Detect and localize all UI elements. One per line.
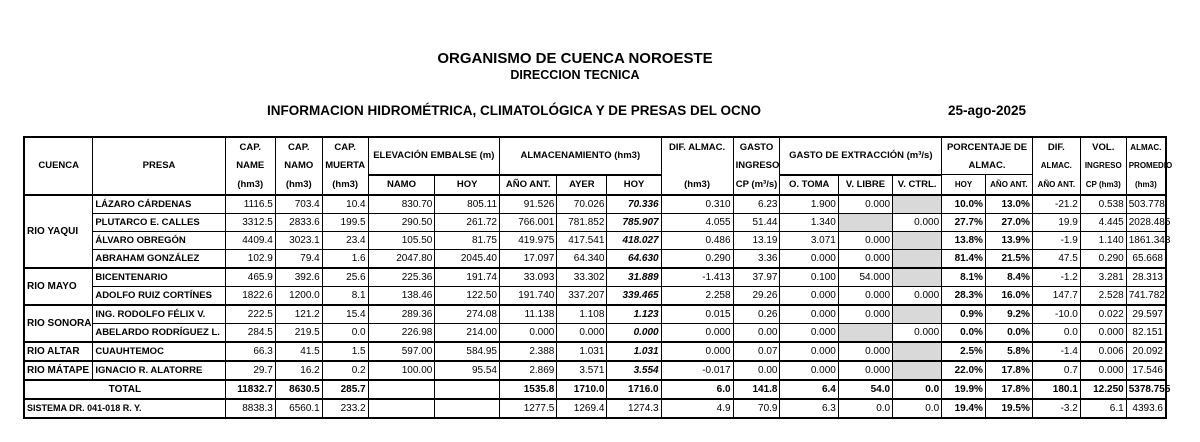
dif-almac-ant-label-2: ALMAC.: [1032, 156, 1080, 175]
cell-cap-muerta: 0.2: [322, 361, 368, 380]
cell-pct-ant: 13.9%: [985, 231, 1032, 249]
cell-pct-hoy: 22.0%: [942, 361, 986, 380]
dif-almac-unit: (hm3): [661, 175, 733, 195]
cell-elev-hoy: 191.74: [435, 268, 500, 287]
report-date: 25-ago-2025: [948, 103, 1027, 118]
cell-ctrl: [893, 249, 942, 268]
cell-cap-muerta: 0.0: [322, 323, 368, 342]
cell-vol: 2.528: [1080, 286, 1126, 305]
gasto-ingreso-unit: CP (m³/s): [733, 175, 780, 195]
cell-alm-hoy: 1.031: [607, 342, 661, 361]
cell-cap-namo: 703.4: [275, 195, 322, 214]
cell-elev-hoy: 81.75: [435, 231, 500, 249]
cell-elev-hoy: [435, 380, 500, 399]
cell-ctrl: [893, 268, 942, 287]
porcentaje-group-header: PORCENTAJE DE: [942, 137, 1033, 156]
cell-alm-ant: 766.001: [500, 213, 557, 231]
cell-dif-ant: 147.7: [1032, 286, 1080, 305]
cell-cap-muerta: 10.4: [322, 195, 368, 214]
cell-dif: 4.9: [661, 399, 733, 418]
cuenca-label: CUENCA: [24, 156, 93, 175]
cell-alm-ayer: 337.207: [557, 286, 607, 305]
cell-gasto: 37.97: [733, 268, 780, 287]
cell-pct-hoy: 10.0%: [942, 195, 986, 214]
cell-pct-ant: 19.5%: [985, 399, 1032, 418]
presa-blank: [93, 175, 225, 195]
cell-cap-name: 102.9: [225, 249, 275, 268]
pct-hoy-header: HOY: [942, 175, 986, 195]
cell-dif: 4.055: [661, 213, 733, 231]
alm-hoy-header: HOY: [607, 175, 661, 195]
cell-elev-hoy: 122.50: [435, 286, 500, 305]
cell-dif: 0.000: [661, 342, 733, 361]
cell-ctrl: 0.000: [893, 323, 942, 342]
cell-libre: 0.000: [838, 231, 892, 249]
presa-name-cell: ÁLVARO OBREGÓN: [93, 231, 225, 249]
dam-report-table: [23, 136, 1173, 419]
cell-cap-name: 8838.3: [225, 399, 275, 418]
dept-subtitle: DIRECCION TECNICA: [510, 68, 640, 82]
cell-vol: 0.000: [1080, 361, 1126, 380]
cuenca-cell: RIO ALTAR: [24, 342, 93, 361]
cell-pct-ant: 21.5%: [985, 249, 1032, 268]
cell-toma: 0.000: [780, 249, 838, 268]
cell-toma: 0.000: [780, 361, 838, 380]
cell-dif-ant: 0.7: [1032, 361, 1080, 380]
cell-libre: 54.000: [838, 268, 892, 287]
table-row: [24, 213, 1166, 231]
cell-cap-namo: 1200.0: [275, 286, 322, 305]
cell-cap-muerta: 25.6: [322, 268, 368, 287]
cuenca-cell: RIO MAYO: [24, 268, 93, 305]
cell-dif-ant: 180.1: [1032, 380, 1080, 399]
cell-prom: 20.092: [1126, 342, 1166, 361]
cell-cap-namo: 79.4: [275, 249, 322, 268]
table-row: [24, 195, 1166, 214]
cell-cap-muerta: 8.1: [322, 286, 368, 305]
cell-alm-hoy: 418.027: [607, 231, 661, 249]
cell-vol: 6.1: [1080, 399, 1126, 418]
cap-namo-label: NAMO: [275, 156, 322, 175]
cell-ctrl: 0.0: [893, 380, 942, 399]
cell-libre: [838, 323, 892, 342]
cell-dif: 2.258: [661, 286, 733, 305]
cell-cap-name: 284.5: [225, 323, 275, 342]
cell-alm-ant: 2.869: [500, 361, 557, 380]
almac-promedio-label-2: PROMEDIO: [1126, 156, 1166, 175]
cell-pct-hoy: 28.3%: [942, 286, 986, 305]
total-row-label: TOTAL: [24, 380, 225, 399]
table-row: [24, 249, 1166, 268]
cell-vol: 0.022: [1080, 305, 1126, 324]
cell-prom: 1861.343: [1126, 231, 1166, 249]
almacenamiento-group-header: ALMACENAMIENTO (hm3): [500, 137, 662, 175]
cell-alm-ayer: 781.852: [557, 213, 607, 231]
cell-elev-hoy: 274.08: [435, 305, 500, 324]
table-row: [24, 342, 1166, 361]
cell-ctrl: [893, 342, 942, 361]
cuenca-cell: RIO MÁTAPE: [24, 361, 93, 380]
cell-elev-namo: 2047.80: [368, 249, 435, 268]
cell-alm-hoy: 1716.0: [607, 380, 661, 399]
alm-ano-ant-header: AÑO ANT.: [500, 175, 557, 195]
cell-cap-name: 11832.7: [225, 380, 275, 399]
cell-prom: 29.597: [1126, 305, 1166, 324]
ext-toma-header: O. TOMA: [780, 175, 838, 195]
cell-alm-hoy: 1.123: [607, 305, 661, 324]
cell-libre: [838, 213, 892, 231]
cell-dif: 0.290: [661, 249, 733, 268]
cell-alm-hoy: 0.000: [607, 323, 661, 342]
cell-dif: -1.413: [661, 268, 733, 287]
cell-cap-name: 3312.5: [225, 213, 275, 231]
gasto-ingreso-header: GASTO: [733, 137, 780, 156]
cell-gasto: 0.26: [733, 305, 780, 324]
cap-name-unit: (hm3): [225, 175, 275, 195]
cell-gasto: 0.07: [733, 342, 780, 361]
table-row: [24, 323, 1166, 342]
cell-elev-hoy: 95.54: [435, 361, 500, 380]
almac-promedio-unit: (hm3): [1126, 175, 1166, 195]
table-row: [24, 286, 1166, 305]
cell-libre: 0.000: [838, 286, 892, 305]
cell-cap-name: 465.9: [225, 268, 275, 287]
cell-cap-muerta: 199.5: [322, 213, 368, 231]
cell-dif-ant: 19.9: [1032, 213, 1080, 231]
table-header: [24, 137, 1173, 195]
cell-elev-namo: 138.46: [368, 286, 435, 305]
cell-gasto: 51.44: [733, 213, 780, 231]
cell-pct-ant: 27.0%: [985, 213, 1032, 231]
cell-cap-muerta: 23.4: [322, 231, 368, 249]
cell-pct-ant: 8.4%: [985, 268, 1032, 287]
cell-dif: 0.015: [661, 305, 733, 324]
cell-toma: 0.000: [780, 305, 838, 324]
cell-vol: 0.290: [1080, 249, 1126, 268]
cell-gasto: 0.00: [733, 361, 780, 380]
cell-cap-namo: 6560.1: [275, 399, 322, 418]
cell-prom: 28.313: [1126, 268, 1166, 287]
cell-libre: 0.000: [838, 305, 892, 324]
cell-dif: 6.0: [661, 380, 733, 399]
cell-toma: 1.340: [780, 213, 838, 231]
cell-pct-hoy: 81.4%: [942, 249, 986, 268]
cell-gasto: 70.9: [733, 399, 780, 418]
presa-name-cell: CUAUHTEMOC: [93, 342, 225, 361]
table-row: [24, 268, 1166, 287]
presa-name-cell: ABRAHAM GONZÁLEZ: [93, 249, 225, 268]
presa-name-cell: ABELARDO RODRÍGUEZ L.: [93, 323, 225, 342]
cell-vol: 0.006: [1080, 342, 1126, 361]
cell-prom: 741.782: [1126, 286, 1166, 305]
cell-gasto: 6.23: [733, 195, 780, 214]
cell-vol: 12.250: [1080, 380, 1126, 399]
cell-libre: 0.0: [838, 399, 892, 418]
cell-cap-name: 29.7: [225, 361, 275, 380]
presa-name-cell: IGNACIO R. ALATORRE: [93, 361, 225, 380]
cell-cap-muerta: 233.2: [322, 399, 368, 418]
cell-gasto: 141.8: [733, 380, 780, 399]
cell-vol: 1.140: [1080, 231, 1126, 249]
cell-cap-namo: 2833.6: [275, 213, 322, 231]
sistema-row-label: SISTEMA DR. 041-018 R. Y.: [24, 399, 225, 418]
cell-dif-ant: 47.5: [1032, 249, 1080, 268]
elevacion-group-header: ELEVACIÓN EMBALSE (m): [368, 137, 499, 175]
cell-elev-hoy: 214.00: [435, 323, 500, 342]
cell-ctrl: 0.000: [893, 213, 942, 231]
alm-ayer-header: AYER: [557, 175, 607, 195]
cap-muerta-label: MUERTA: [322, 156, 368, 175]
cuenca-blank: [24, 175, 93, 195]
cell-elev-namo: [368, 399, 435, 418]
cell-dif-ant: -3.2: [1032, 399, 1080, 418]
cell-prom: 503.778: [1126, 195, 1166, 214]
cell-cap-name: 4409.4: [225, 231, 275, 249]
cell-dif: -0.017: [661, 361, 733, 380]
cell-prom: 5378.755: [1126, 380, 1166, 399]
table-row: [24, 231, 1166, 249]
cell-elev-namo: 105.50: [368, 231, 435, 249]
cell-alm-ayer: 1.031: [557, 342, 607, 361]
cell-elev-namo: 597.00: [368, 342, 435, 361]
cell-alm-ant: 11.138: [500, 305, 557, 324]
cell-elev-namo: 290.50: [368, 213, 435, 231]
cell-dif: 0.310: [661, 195, 733, 214]
table-row: [24, 361, 1166, 380]
cell-vol: 4.445: [1080, 213, 1126, 231]
cell-dif: 0.000: [661, 323, 733, 342]
cap-muerta-unit: (hm3): [322, 175, 368, 195]
cell-alm-hoy: 64.630: [607, 249, 661, 268]
cell-cap-namo: 121.2: [275, 305, 322, 324]
cell-toma: 1.900: [780, 195, 838, 214]
cell-alm-ayer: 1.108: [557, 305, 607, 324]
col-cap-muerta-header: CAP.: [322, 137, 368, 156]
vol-ingreso-label-2: INGRESO: [1080, 156, 1126, 175]
cell-toma: 0.000: [780, 286, 838, 305]
cell-gasto: 3.36: [733, 249, 780, 268]
presa-name-cell: LÁZARO CÁRDENAS: [93, 195, 225, 214]
cell-elev-namo: 225.36: [368, 268, 435, 287]
report-title: INFORMACION HIDROMÉTRICA, CLIMATOLÓGICA Y DE PRESAS DEL OCNO: [267, 103, 762, 118]
org-title: ORGANISMO DE CUENCA NOROESTE: [437, 50, 713, 67]
cell-gasto: 29.26: [733, 286, 780, 305]
cell-pct-hoy: 0.9%: [942, 305, 986, 324]
cell-dif-ant: -21.2: [1032, 195, 1080, 214]
cell-cap-muerta: 1.6: [322, 249, 368, 268]
col-cuenca-header: [24, 137, 93, 156]
cell-cap-namo: 16.2: [275, 361, 322, 380]
col-cap-namo-header: CAP.: [275, 137, 322, 156]
cell-cap-namo: 3023.1: [275, 231, 322, 249]
cuenca-cell: RIO SONORA: [24, 305, 93, 342]
cell-ctrl: [893, 361, 942, 380]
cell-prom: 2028.485: [1126, 213, 1166, 231]
cell-pct-ant: 0.0%: [985, 323, 1032, 342]
cell-pct-hoy: 8.1%: [942, 268, 986, 287]
cell-alm-ayer: 0.000: [557, 323, 607, 342]
cell-pct-ant: 9.2%: [985, 305, 1032, 324]
cell-alm-ant: 33.093: [500, 268, 557, 287]
gasto-ingreso-label: INGRESO: [733, 156, 780, 175]
cell-elev-namo: 226.98: [368, 323, 435, 342]
cell-alm-hoy: 785.907: [607, 213, 661, 231]
cell-alm-ayer: 64.340: [557, 249, 607, 268]
cell-toma: 0.000: [780, 342, 838, 361]
ext-libre-header: V. LIBRE: [838, 175, 892, 195]
cell-alm-ayer: 417.541: [557, 231, 607, 249]
elev-namo-header: NAMO: [368, 175, 435, 195]
cell-pct-hoy: 19.9%: [942, 380, 986, 399]
cell-alm-ant: 1277.5: [500, 399, 557, 418]
cell-prom: 82.151: [1126, 323, 1166, 342]
ext-ctrl-header: V. CTRL.: [893, 175, 942, 195]
cell-vol: 0.000: [1080, 323, 1126, 342]
cell-libre: 54.0: [838, 380, 892, 399]
cell-dif-ant: -10.0: [1032, 305, 1080, 324]
cell-alm-ant: 2.388: [500, 342, 557, 361]
cell-alm-ant: 1535.8: [500, 380, 557, 399]
dif-almac-header: DIF. ALMAC.: [661, 137, 733, 156]
cell-elev-hoy: [435, 399, 500, 418]
cell-toma: 0.100: [780, 268, 838, 287]
cell-alm-ayer: 3.571: [557, 361, 607, 380]
cell-ctrl: 0.0: [893, 399, 942, 418]
cell-alm-hoy: 1274.3: [607, 399, 661, 418]
cell-elev-namo: [368, 380, 435, 399]
cell-toma: 6.4: [780, 380, 838, 399]
cell-pct-ant: 17.8%: [985, 361, 1032, 380]
cell-toma: 6.3: [780, 399, 838, 418]
cell-alm-ayer: 1269.4: [557, 399, 607, 418]
cell-elev-namo: 289.36: [368, 305, 435, 324]
cell-alm-hoy: 31.889: [607, 268, 661, 287]
dif-almac-blank: [661, 156, 733, 175]
cell-pct-hoy: 13.8%: [942, 231, 986, 249]
cell-pct-ant: 16.0%: [985, 286, 1032, 305]
cell-toma: 3.071: [780, 231, 838, 249]
cell-toma: 0.000: [780, 323, 838, 342]
cell-cap-muerta: 15.4: [322, 305, 368, 324]
vol-ingreso-header: VOL.: [1080, 137, 1126, 156]
total-row: [24, 380, 1166, 399]
cell-elev-hoy: 805.11: [435, 195, 500, 214]
cell-alm-hoy: 3.554: [607, 361, 661, 380]
cuenca-cell: RIO YAQUI: [24, 195, 93, 268]
cell-pct-ant: 17.8%: [985, 380, 1032, 399]
cell-alm-hoy: 339.465: [607, 286, 661, 305]
pct-ano-ant-header: AÑO ANT.: [985, 175, 1032, 195]
elev-hoy-header: HOY: [435, 175, 500, 195]
cell-cap-muerta: 285.7: [322, 380, 368, 399]
cell-alm-ayer: 33.302: [557, 268, 607, 287]
presa-name-cell: PLUTARCO E. CALLES: [93, 213, 225, 231]
gasto-extraccion-group-header: GASTO DE EXTRACCIÓN (m³/s): [780, 137, 942, 175]
cell-cap-namo: 392.6: [275, 268, 322, 287]
cell-cap-namo: 41.5: [275, 342, 322, 361]
cell-alm-ant: 17.097: [500, 249, 557, 268]
cell-dif: 0.486: [661, 231, 733, 249]
presa-name-cell: BICENTENARIO: [93, 268, 225, 287]
cell-alm-ayer: 70.026: [557, 195, 607, 214]
cell-libre: 0.000: [838, 195, 892, 214]
cell-gasto: 0.00: [733, 323, 780, 342]
cap-namo-unit: (hm3): [275, 175, 322, 195]
cell-prom: 17.546: [1126, 361, 1166, 380]
cell-dif-ant: -1.4: [1032, 342, 1080, 361]
cell-libre: 0.000: [838, 249, 892, 268]
cell-cap-name: 222.5: [225, 305, 275, 324]
dif-almac-ant-header: DIF.: [1032, 137, 1080, 156]
presa-name-cell: ADOLFO RUIZ CORTÍNES: [93, 286, 225, 305]
table-body: [24, 195, 1171, 418]
cell-dif-ant: 0.0: [1032, 323, 1080, 342]
cell-cap-muerta: 1.5: [322, 342, 368, 361]
cell-dif-ant: -1.9: [1032, 231, 1080, 249]
cell-pct-hoy: 2.5%: [942, 342, 986, 361]
cell-alm-hoy: 70.336: [607, 195, 661, 214]
cell-alm-ant: 191.740: [500, 286, 557, 305]
cap-name-label: NAME: [225, 156, 275, 175]
cell-ctrl: [893, 305, 942, 324]
cell-cap-name: 1116.5: [225, 195, 275, 214]
cell-ctrl: [893, 195, 942, 214]
cell-prom: 65.668: [1126, 249, 1166, 268]
col-cap-name-header: CAP.: [225, 137, 275, 156]
cell-dif-ant: -1.2: [1032, 268, 1080, 287]
almac-promedio-header: ALMAC.: [1126, 137, 1166, 156]
cell-elev-namo: 100.00: [368, 361, 435, 380]
dif-almac-ant-unit: AÑO ANT.: [1032, 175, 1080, 195]
cell-gasto: 13.19: [733, 231, 780, 249]
cell-cap-namo: 8630.5: [275, 380, 322, 399]
cell-pct-ant: 5.8%: [985, 342, 1032, 361]
col-presa-header: [93, 137, 225, 156]
cell-pct-ant: 13.0%: [985, 195, 1032, 214]
porcentaje-label-2: ALMAC.: [942, 156, 1033, 175]
cell-alm-ayer: 1710.0: [557, 380, 607, 399]
cell-vol: 0.538: [1080, 195, 1126, 214]
cell-elev-hoy: 2045.40: [435, 249, 500, 268]
presa-name-cell: ING. RODOLFO FÉLIX V.: [93, 305, 225, 324]
cell-alm-ant: 0.000: [500, 323, 557, 342]
cell-ctrl: 0.000: [893, 286, 942, 305]
cell-alm-ant: 419.975: [500, 231, 557, 249]
cell-elev-hoy: 261.72: [435, 213, 500, 231]
vol-ingreso-unit: CP (hm3): [1080, 175, 1126, 195]
cell-cap-name: 66.3: [225, 342, 275, 361]
cell-cap-name: 1822.6: [225, 286, 275, 305]
cell-libre: 0.000: [838, 342, 892, 361]
cell-cap-namo: 219.5: [275, 323, 322, 342]
table-row: [24, 305, 1166, 324]
cell-pct-hoy: 27.7%: [942, 213, 986, 231]
cell-pct-hoy: 0.0%: [942, 323, 986, 342]
cell-vol: 3.281: [1080, 268, 1126, 287]
cell-elev-namo: 830.70: [368, 195, 435, 214]
presa-label: PRESA: [93, 156, 225, 175]
cell-pct-hoy: 19.4%: [942, 399, 986, 418]
sistema-row: [24, 399, 1166, 418]
cell-prom: 4393.6: [1126, 399, 1166, 418]
cell-elev-hoy: 584.95: [435, 342, 500, 361]
cell-libre: 0.000: [838, 361, 892, 380]
cell-ctrl: [893, 231, 942, 249]
cell-alm-ant: 91.526: [500, 195, 557, 214]
